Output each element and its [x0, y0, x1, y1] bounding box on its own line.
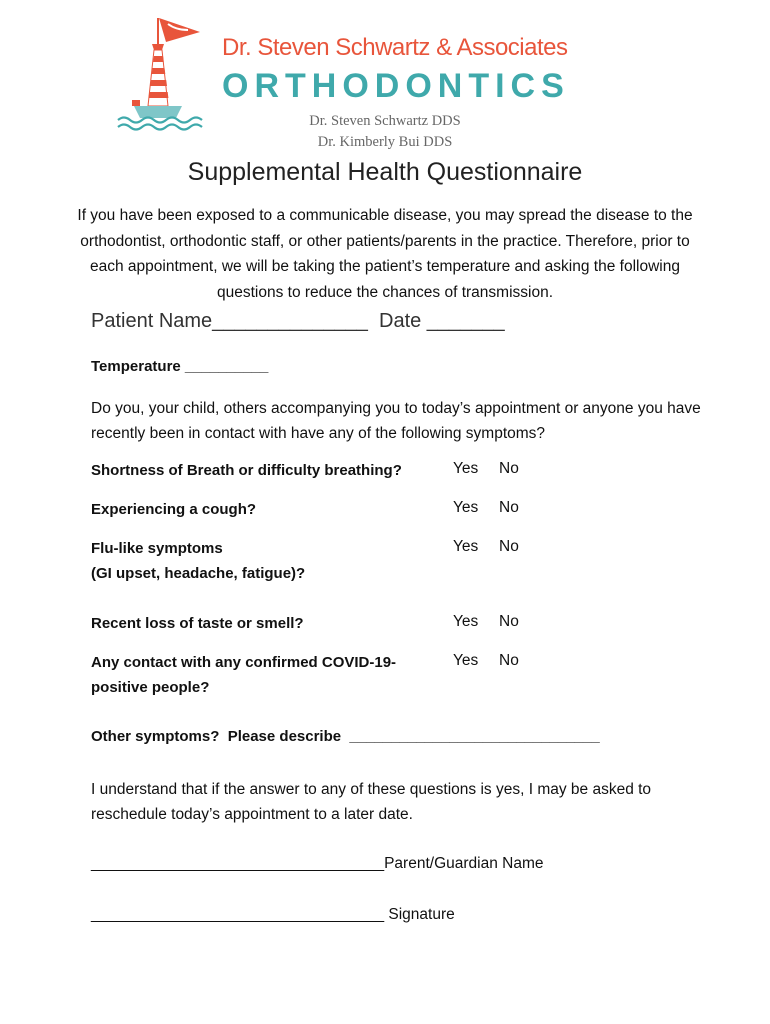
doctor-name-1: Dr. Steven Schwartz DDS — [309, 113, 461, 129]
guardian-name-field[interactable]: __________________________________Parent/Guardian Name — [91, 855, 544, 872]
temperature-field[interactable]: Temperature __________ — [91, 358, 269, 375]
answer-yes[interactable]: Yes — [453, 613, 479, 630]
page-title: Supplemental Health Questionnaire — [187, 158, 583, 186]
signature-field[interactable]: __________________________________ Signature — [91, 906, 455, 923]
answer-yes[interactable]: Yes — [453, 460, 479, 477]
other-symptoms-field[interactable]: Other symptoms? Please describe ______________________________ — [91, 728, 600, 745]
doctor-name-2: Dr. Kimberly Bui DDS — [317, 134, 453, 150]
brand-specialty: ORTHODONTICS — [222, 67, 570, 105]
patient-name-date-field[interactable]: Patient Name______________ Date _______ — [91, 310, 505, 332]
answer-no[interactable]: No — [499, 499, 519, 516]
answer-yes[interactable]: Yes — [453, 652, 479, 669]
brand-name: Dr. Steven Schwartz & Associates — [222, 34, 568, 61]
intro-paragraph: If you have been exposed to a communicable disease, you may spread the disease to the orthodontist, orthodontic staff, or other patients/parents in the practice. Therefore, prior to each appointment, we will be taking the patient’s temperature and asking the following questions to reduce the chances of transmission. — [77, 207, 693, 301]
answer-no[interactable]: No — [499, 538, 519, 555]
answer-yes[interactable]: Yes — [453, 499, 479, 516]
answer-no[interactable]: No — [499, 460, 519, 477]
question-cough: Experiencing a cough? — [91, 501, 257, 518]
question-loss-of-taste: Recent loss of taste or smell? — [91, 615, 304, 632]
acknowledgement-text: I understand that if the answer to any of these questions is yes, I may be asked to reschedule today’s appointment to a later date. — [91, 781, 652, 823]
symptoms-prompt: Do you, your child, others accompanying you to today’s appointment or anyone you have recently been in contact with have any of the following symptoms? — [91, 400, 701, 442]
answer-no[interactable]: No — [499, 652, 519, 669]
question-shortness-of-breath: Shortness of Breath or difficulty breathing? — [91, 462, 402, 479]
answer-yes[interactable]: Yes — [453, 538, 479, 555]
answer-no[interactable]: No — [499, 613, 519, 630]
question-flu-like-symptoms: Flu-like symptoms (GI upset, headache, fatigue)? — [91, 540, 306, 582]
question-covid-contact: Any contact with any confirmed COVID-19- positive people? — [91, 654, 397, 696]
